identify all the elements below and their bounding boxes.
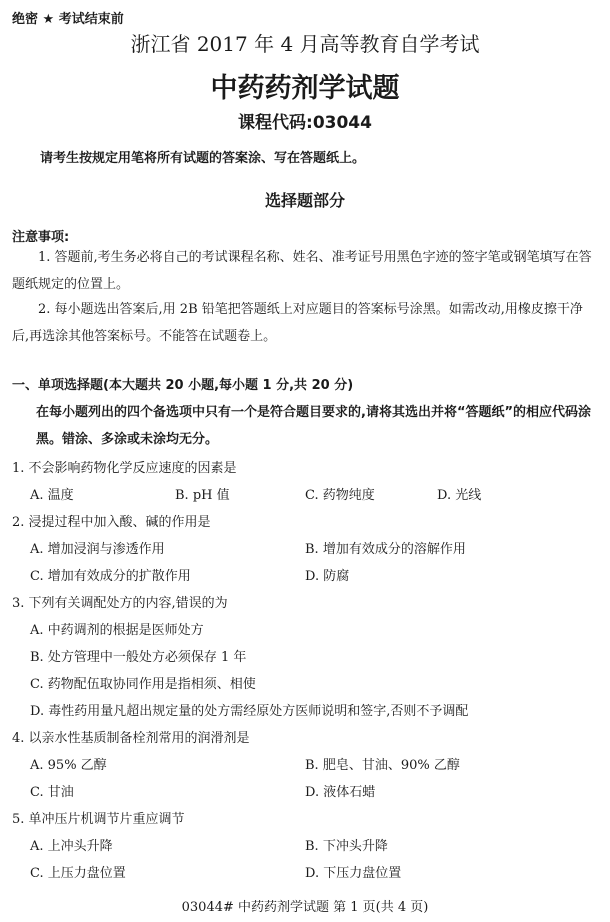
question-4-option-c: C. 甘油: [30, 785, 74, 800]
question-3-option-d: D. 毒性药用量凡超出规定量的处方需经原处方医师说明和签字,否则不予调配: [30, 704, 469, 719]
question-5-option-a: A. 上冲头升降: [30, 839, 113, 854]
confidential-label: 绝密 ★ 考试结束前: [12, 12, 124, 27]
exam-title: 浙江省 2017 年 4 月高等教育自学考试: [130, 32, 480, 56]
question-4-option-d: D. 液体石蜡: [305, 785, 376, 800]
question-2-option-b: B. 增加有效成分的溶解作用: [305, 542, 466, 557]
question-2-option-c: C. 增加有效成分的扩散作用: [30, 569, 191, 584]
question-5-option-c: C. 上压力盘位置: [30, 866, 126, 881]
question-3-option-a: A. 中药调剂的根据是医师处方: [30, 623, 204, 638]
notice-item-1: 1. 答题前,考生务必将自己的考试课程名称、姓名、准考证号用黑色字迹的签字笔或钢笔填写在答题纸规定的位置上。: [12, 250, 592, 292]
answer-instruction: 请考生按规定用笔将所有试题的答案涂、写在答题纸上。: [40, 151, 366, 166]
page-footer: 03044# 中药药剂学试题 第 1 页(共 4 页): [181, 900, 429, 915]
part-title: 选择题部分: [264, 191, 345, 210]
question-5-option-b: B. 下冲头升降: [305, 839, 388, 854]
question-3-option-b: B. 处方管理中一般处方必须保存 1 年: [30, 650, 247, 665]
question-1-option-b: B. pH 值: [175, 488, 230, 503]
question-4-option-b: B. 肥皂、甘油、90% 乙醇: [305, 758, 460, 773]
question-5-stem: 5. 单冲压片机调节片重应调节: [12, 812, 185, 827]
course-code: 课程代码:03044: [238, 113, 372, 133]
question-2-stem: 2. 浸提过程中加入酸、碱的作用是: [12, 515, 211, 530]
question-2-option-a: A. 增加浸润与渗透作用: [30, 542, 165, 557]
subject-title: 中药药剂学试题: [210, 73, 400, 104]
question-1-stem: 1. 不会影响药物化学反应速度的因素是: [12, 461, 237, 476]
question-5-option-d: D. 下压力盘位置: [305, 866, 402, 881]
notice-item-2: 2. 每小题选出答案后,用 2B 铅笔把答题纸上对应题目的答案标号涂黑。如需改动,用橡皮擦干净后,再选涂其他答案标号。不能答在试题卷上。: [12, 302, 583, 344]
question-4-option-a: A. 95% 乙醇: [30, 758, 107, 773]
question-3-stem: 3. 下列有关调配处方的内容,错误的为: [12, 596, 228, 611]
question-1-option-d: D. 光线: [437, 488, 482, 503]
notice-heading: 注意事项:: [12, 230, 70, 245]
question-3-option-c: C. 药物配伍取协同作用是指相须、相使: [30, 677, 256, 692]
question-2-option-d: D. 防腐: [305, 569, 350, 584]
question-1-option-c: C. 药物纯度: [305, 488, 375, 503]
question-1-option-a: A. 温度: [30, 488, 74, 503]
question-4-stem: 4. 以亲水性基质制备栓剂常用的润滑剂是: [12, 731, 250, 746]
section-note: 在每小题列出的四个备选项中只有一个是符合题目要求的,请将其选出并将“答题纸”的相应代码涂黑。错涂、多涂或未涂均无分。: [36, 405, 592, 447]
section-title: 一、单项选择题(本大题共 20 小题,每小题 1 分,共 20 分): [12, 378, 354, 393]
